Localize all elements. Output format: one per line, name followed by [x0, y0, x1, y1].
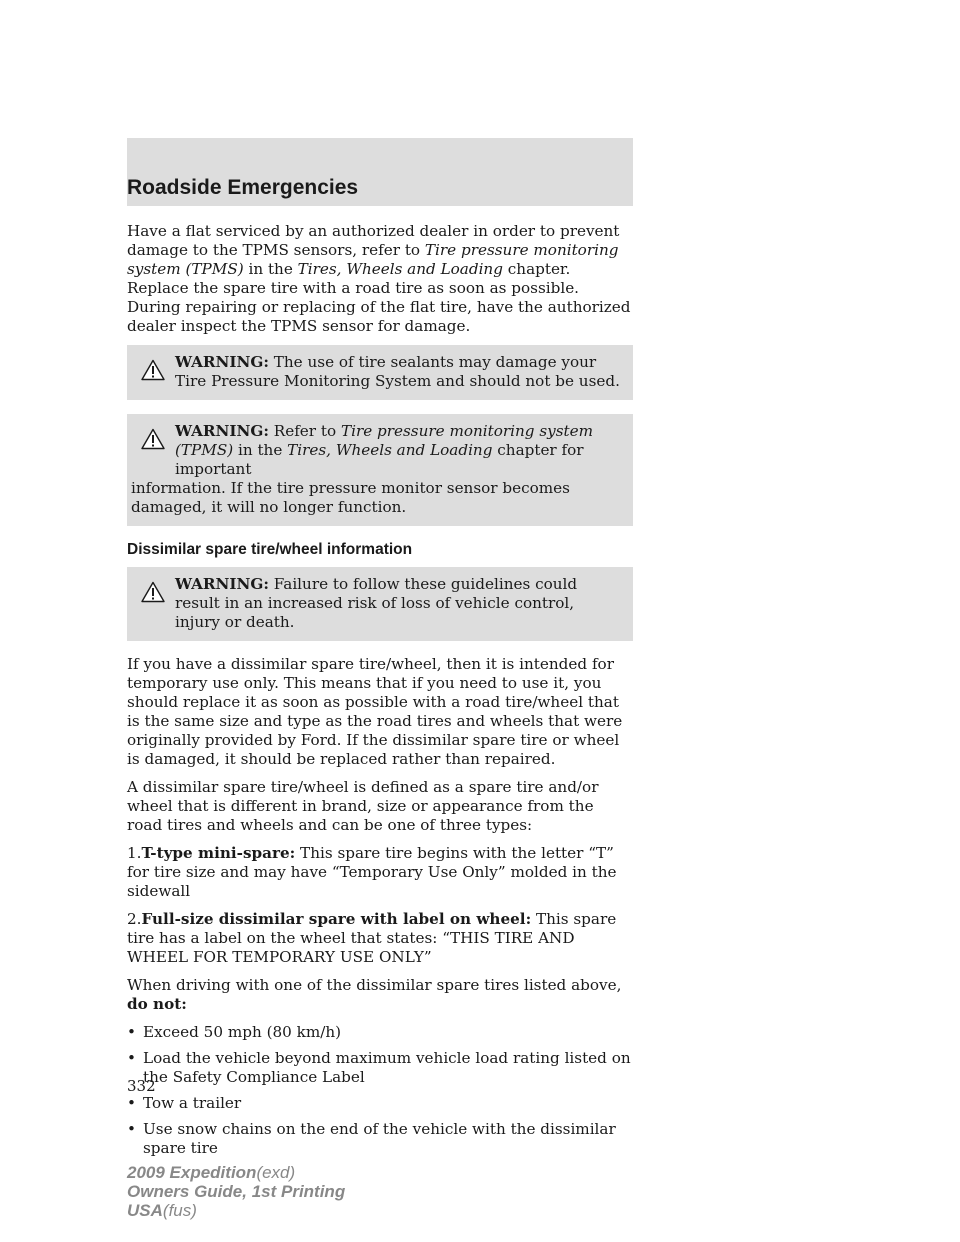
tpms-reference: Tire pressure monitoring system (TPMS) — [127, 241, 619, 278]
warning-box-guidelines — [127, 567, 633, 641]
page-number: 332 — [127, 1077, 156, 1095]
bullet-icon: • — [127, 1094, 136, 1112]
warning-triangle-icon — [141, 359, 165, 381]
page-content — [127, 222, 633, 1165]
temporary-use-paragraph: If you have a dissimilar spare tire/wheel, then it is intended for temporary use only. This means that if you need to use it, you should replace it as soon as possible with a road tire/wheel that is the same size and type as the road tires and wheels that were originally provided by Ford. If the dissimilar spare tire or wheel is damaged, it should be replaced rather than repaired. — [127, 655, 623, 768]
warning-box-sealants — [127, 345, 633, 400]
intro-paragraph: Have a flat serviced by an authorized dealer in order to prevent damage to the TPMS sensors, refer to Tire pressure monitoring system (TPMS) in the Tires, Wheels and Loading chapter. Replace the spare tire with a road tire as soon as possible. During repairing or replacing of the flat tire, have the authorized dealer inspect the TPMS sensor for damage. — [127, 222, 631, 335]
warning-text: Failure to follow these guidelines could result in an increased risk of loss of vehicle control, injury or death. — [175, 575, 578, 631]
warning-label: WARNING: — [175, 422, 269, 440]
footer-line-market: USA(fus) — [127, 1201, 197, 1220]
driving-restrictions-intro: When driving with one of the dissimilar spare tires listed above, do not: — [127, 976, 622, 1013]
list-item: • Load the vehicle beyond maximum vehicle load rating listed on the Safety Compliance Label — [127, 1049, 631, 1086]
bullet-icon: • — [127, 1120, 136, 1138]
footer-line-guide: Owners Guide, 1st Printing — [127, 1182, 346, 1201]
warning-box-tpms: WARNING: Refer to Tire pressure monitoring system (TPMS) in the Tires, Wheels and Loading chapter for important information. If the tire pressure monitor sensor becomes damaged, it will no longer function. — [127, 414, 633, 526]
page-title: Roadside Emergencies — [127, 176, 359, 199]
definition-paragraph: A dissimilar spare tire/wheel is defined as a spare tire and/or wheel that is different in brand, size or appearance from the road tires and wheels and can be one of three types: — [127, 778, 599, 834]
warning-text: The use of tire sealants may damage your Tire Pressure Monitoring System and should not be used. — [175, 353, 620, 390]
warning-text-continued: information. If the tire pressure monitor sensor becomes damaged, it will no longer function. — [131, 479, 570, 516]
section-heading: Dissimilar spare tire/wheel information — [127, 541, 413, 558]
bullet-icon: • — [127, 1023, 136, 1041]
list-item: • Use snow chains on the end of the vehicle with the dissimilar spare tire — [127, 1120, 616, 1157]
warning-triangle-icon — [141, 581, 165, 603]
tpms-reference: Tire pressure monitoring system (TPMS) — [175, 422, 593, 459]
chapter-reference: Tires, Wheels and Loading — [297, 260, 503, 278]
restrictions-list — [127, 1023, 633, 1158]
type-item-1: 1.T-type mini-spare: This spare tire begins with the letter “T” for tire size and may have “Temporary Use Only” molded in the sidewall — [127, 844, 617, 900]
list-item: • Tow a trailer — [127, 1094, 242, 1112]
footer-line-model: 2009 Expedition(exd) — [127, 1163, 296, 1182]
type-item-2: 2.Full-size dissimilar spare with label on wheel: This spare tire has a label on the wheel that states: “THIS TIRE AND WHEEL FOR TEMPORARY USE ONLY” — [127, 910, 617, 966]
warning-label: WARNING: — [175, 575, 269, 593]
document-footer — [127, 1163, 345, 1220]
warning-triangle-icon — [141, 428, 165, 450]
list-item: • Exceed 50 mph (80 km/h) — [127, 1023, 342, 1041]
bullet-icon: • — [127, 1049, 136, 1067]
chapter-reference: Tires, Wheels and Loading — [287, 441, 493, 459]
warning-label: WARNING: — [175, 353, 269, 371]
